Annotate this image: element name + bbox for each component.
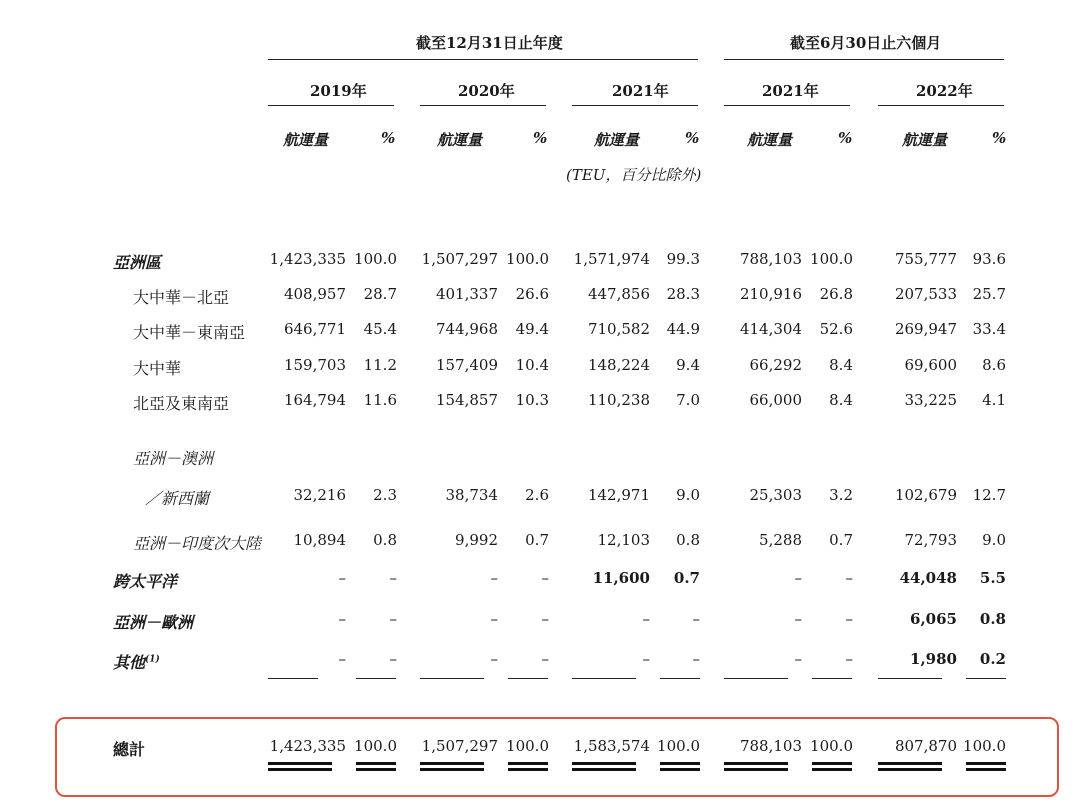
table-cell: 401,337 — [435, 285, 498, 303]
subtotal-underline — [660, 678, 700, 679]
table-cell: – — [692, 610, 700, 628]
table-cell: 2.6 — [525, 486, 549, 504]
total-cell: 788,103 — [739, 737, 802, 755]
total-cell: 100.0 — [506, 737, 549, 755]
table-cell: 12,103 — [597, 531, 650, 549]
subtotal-underline — [420, 678, 484, 679]
table-cell: 10.3 — [515, 391, 549, 409]
table-cell: 1,571,974 — [573, 250, 650, 268]
table-cell: 154,857 — [435, 391, 498, 409]
row-label: 跨太平洋 — [113, 572, 178, 591]
total-cell: 1,423,335 — [269, 737, 346, 755]
total-cell: 100.0 — [963, 737, 1006, 755]
row-label: ／新西蘭 — [145, 489, 210, 508]
table-cell: 2.3 — [373, 486, 397, 504]
table-cell: 744,968 — [435, 320, 498, 338]
table-cell: 0.8 — [979, 610, 1006, 628]
subtotal-underline — [724, 678, 788, 679]
table-cell: 0.7 — [673, 569, 700, 587]
col-volume-2019: 航運量 — [283, 131, 329, 149]
row-label: 亞洲－歐洲 — [113, 613, 194, 632]
table-cell: 110,238 — [587, 391, 650, 409]
header-year-end: 截至12月31日止年度 — [416, 34, 563, 52]
table-cell: – — [845, 650, 853, 668]
table-cell: 25.7 — [972, 285, 1006, 303]
table-cell: 66,000 — [749, 391, 802, 409]
table-cell: 5,288 — [759, 531, 802, 549]
year-divider — [572, 105, 698, 106]
table-cell: 69,600 — [904, 356, 957, 374]
subtotal-underline — [268, 678, 318, 679]
row-label: 亞洲－印度次大陸 — [133, 534, 262, 553]
table-cell: – — [490, 650, 498, 668]
col-pct-2020: % — [533, 129, 548, 147]
table-cell: 44.9 — [666, 320, 700, 338]
table-cell: 8.4 — [829, 391, 853, 409]
total-cell: 100.0 — [810, 737, 853, 755]
table-cell: – — [389, 569, 397, 587]
total-highlight-box — [55, 717, 1059, 797]
table-cell: 26.8 — [819, 285, 853, 303]
table-cell: 9.0 — [982, 531, 1006, 549]
header-divider-year-end — [268, 59, 698, 60]
table-cell: 12.7 — [972, 486, 1006, 504]
col-volume-2021-h1: 航運量 — [747, 131, 793, 149]
col-volume-2020: 航運量 — [437, 131, 483, 149]
table-cell: 148,224 — [587, 356, 650, 374]
subtotal-underline — [356, 678, 396, 679]
row-label-text: 其他 — [113, 653, 146, 672]
col-pct-2021-h1: % — [838, 129, 853, 147]
table-cell: – — [845, 569, 853, 587]
table-cell: 157,409 — [435, 356, 498, 374]
table-cell: – — [794, 610, 802, 628]
table-cell: – — [338, 610, 346, 628]
table-cell: – — [541, 610, 549, 628]
table-cell: 159,703 — [283, 356, 346, 374]
table-cell: 207,533 — [894, 285, 957, 303]
table-cell: 8.4 — [829, 356, 853, 374]
table-cell: 269,947 — [894, 320, 957, 338]
row-label-other — [113, 650, 160, 673]
year-header-2021-h1: 2021年 — [762, 82, 819, 100]
table-cell: – — [389, 610, 397, 628]
table-cell: 66,292 — [749, 356, 802, 374]
row-label: 亞洲－澳洲 — [133, 449, 214, 468]
table-cell: 10,894 — [293, 531, 346, 549]
row-label: 大中華－東南亞 — [133, 323, 246, 342]
table-cell: – — [642, 650, 650, 668]
subtotal-underline — [878, 678, 942, 679]
total-cell: 100.0 — [354, 737, 397, 755]
total-cell: 1,507,297 — [421, 737, 498, 755]
table-cell: 32,216 — [293, 486, 346, 504]
table-cell: 44,048 — [899, 569, 957, 587]
table-cell: 0.7 — [829, 531, 853, 549]
table-cell: 414,304 — [739, 320, 802, 338]
table-cell: 11,600 — [592, 569, 650, 587]
table-cell: 1,980 — [910, 650, 957, 668]
table-cell: 142,971 — [587, 486, 650, 504]
table-cell: – — [692, 650, 700, 668]
col-pct-2022-h1: % — [992, 129, 1007, 147]
table-cell: 6,065 — [910, 610, 957, 628]
year-header-2019: 2019年 — [310, 82, 367, 100]
table-cell: – — [794, 650, 802, 668]
table-cell: 9,992 — [455, 531, 498, 549]
table-cell: – — [389, 650, 397, 668]
year-divider — [878, 105, 1004, 106]
table-cell: 3.2 — [829, 486, 853, 504]
table-cell: – — [541, 569, 549, 587]
table-cell: 100.0 — [354, 250, 397, 268]
table-cell: – — [490, 610, 498, 628]
total-cell: 807,870 — [894, 737, 957, 755]
table-cell: 788,103 — [739, 250, 802, 268]
table-cell: 7.0 — [676, 391, 700, 409]
year-divider — [268, 105, 394, 106]
table-cell: 1,507,297 — [421, 250, 498, 268]
table-cell: – — [541, 650, 549, 668]
table-cell: 33.4 — [972, 320, 1006, 338]
table-cell: 408,957 — [283, 285, 346, 303]
table-cell: 0.8 — [676, 531, 700, 549]
year-header-2020: 2020年 — [458, 82, 515, 100]
table-cell: – — [794, 569, 802, 587]
header-six-months: 截至6月30日止六個月 — [790, 34, 942, 52]
total-cell: 1,583,574 — [573, 737, 650, 755]
table-cell: 26.6 — [515, 285, 549, 303]
col-volume-2022-h1: 航運量 — [902, 131, 948, 149]
subtotal-underline — [572, 678, 636, 679]
table-cell: 72,793 — [904, 531, 957, 549]
total-cell: 100.0 — [657, 737, 700, 755]
col-volume-2021: 航運量 — [594, 131, 640, 149]
table-cell: 49.4 — [515, 320, 549, 338]
table-cell: 710,582 — [587, 320, 650, 338]
row-label: 大中華－北亞 — [133, 288, 230, 307]
total-label: 總計 — [113, 740, 146, 759]
table-cell: 99.3 — [666, 250, 700, 268]
table-cell: – — [338, 650, 346, 668]
year-header-2021: 2021年 — [612, 82, 669, 100]
table-cell: 93.6 — [972, 250, 1006, 268]
table-cell: – — [338, 569, 346, 587]
table-cell: 25,303 — [749, 486, 802, 504]
table-cell: – — [642, 610, 650, 628]
table-cell: 447,856 — [587, 285, 650, 303]
unit-note: (TEU，百分比除外) — [566, 166, 702, 184]
table-cell: 11.6 — [363, 391, 397, 409]
table-cell: 4.1 — [982, 391, 1006, 409]
table-cell: – — [490, 569, 498, 587]
table-cell: 100.0 — [810, 250, 853, 268]
table-cell: 10.4 — [515, 356, 549, 374]
table-cell: 102,679 — [894, 486, 957, 504]
footnote-marker: (1) — [145, 654, 160, 665]
table-cell: 755,777 — [894, 250, 957, 268]
row-label: 大中華 — [133, 359, 182, 378]
year-header-2022-h1: 2022年 — [916, 82, 973, 100]
table-cell: 164,794 — [283, 391, 346, 409]
table-cell: 646,771 — [283, 320, 346, 338]
table-cell: 11.2 — [363, 356, 397, 374]
table-cell: – — [845, 610, 853, 628]
table-cell: 1,423,335 — [269, 250, 346, 268]
table-cell: 38,734 — [445, 486, 498, 504]
table-cell: 9.0 — [676, 486, 700, 504]
table-cell: 45.4 — [363, 320, 397, 338]
table-cell: 28.3 — [666, 285, 700, 303]
year-divider — [724, 105, 850, 106]
subtotal-underline — [966, 678, 1006, 679]
table-cell: 9.4 — [676, 356, 700, 374]
table-cell: 5.5 — [979, 569, 1006, 587]
table-cell: 100.0 — [506, 250, 549, 268]
table-cell: 0.8 — [373, 531, 397, 549]
col-pct-2021: % — [685, 129, 700, 147]
row-label: 北亞及東南亞 — [133, 394, 230, 413]
table-cell: 0.7 — [525, 531, 549, 549]
table-cell: 210,916 — [739, 285, 802, 303]
table-cell: 28.7 — [363, 285, 397, 303]
table-cell: 0.2 — [979, 650, 1006, 668]
header-divider-six-months — [724, 59, 1004, 60]
table-cell: 8.6 — [982, 356, 1006, 374]
col-pct-2019: % — [381, 129, 396, 147]
table-cell: 33,225 — [904, 391, 957, 409]
table-cell: 52.6 — [819, 320, 853, 338]
subtotal-underline — [508, 678, 548, 679]
row-label: 亞洲區 — [113, 253, 162, 272]
year-divider — [420, 105, 546, 106]
subtotal-underline — [812, 678, 852, 679]
